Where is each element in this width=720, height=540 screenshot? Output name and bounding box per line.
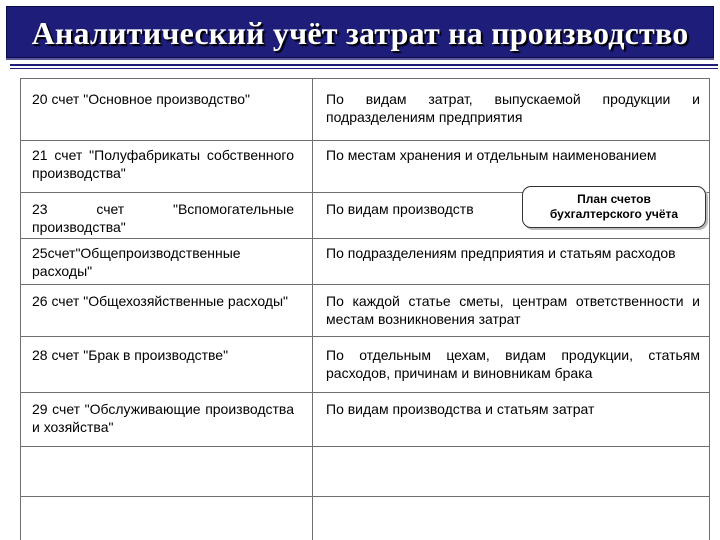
table-border-left — [20, 78, 21, 540]
page-title: Аналитический учёт затрат на производство — [31, 15, 689, 51]
row-divider — [20, 496, 710, 497]
account-name-cell: 23 счет "Вспомогательные производства" — [32, 201, 294, 235]
accounting-basis-cell: По видам производства и статьям затрат — [326, 401, 595, 417]
callout-line-2: бухгалтерского учёта — [549, 207, 679, 221]
account-name-cell: 21 счет "Полуфабрикаты собственного производства" — [32, 147, 294, 181]
row-divider — [20, 392, 710, 393]
chart-of-accounts-callout — [522, 186, 706, 228]
account-name-cell: 28 счет "Брак в производстве" — [32, 347, 229, 363]
title-banner — [6, 6, 714, 58]
title-underline — [10, 64, 718, 66]
accounting-basis-cell: По подразделениям предприятия и статьям расходов — [326, 245, 676, 261]
table-border-right — [709, 78, 710, 540]
title-underline-thin — [10, 68, 718, 69]
row-divider — [20, 336, 710, 337]
row-divider — [20, 446, 710, 447]
row-divider — [20, 238, 710, 239]
accounting-basis-cell: По видам производств — [326, 201, 474, 217]
account-name-cell: 25счет"Общепроизводственные расходы" — [32, 245, 241, 279]
row-divider — [20, 140, 710, 141]
accounting-basis-cell: По видам затрат, выпускаемой продукции и подразделениям предприятия — [326, 91, 700, 125]
accounting-basis-cell: По отдельным цехам, видам продукции, статьям расходов, причинам и виновникам брака — [326, 347, 700, 381]
accounting-basis-cell: По каждой статье сметы, центрам ответственности и местам возникновения затрат — [326, 293, 700, 327]
row-divider — [20, 78, 710, 79]
callout-line-1: План счетов — [577, 192, 651, 206]
account-name-cell: 29 счет "Обслуживающие производства и хозяйства" — [32, 401, 294, 435]
account-name-cell: 20 счет "Основное производство" — [32, 91, 250, 107]
account-name-cell: 26 счет "Общехозяйственные расходы" — [32, 293, 289, 309]
accounting-basis-cell: По местам хранения и отдельным наименованием — [326, 147, 657, 163]
row-divider — [20, 284, 710, 285]
column-divider — [312, 78, 313, 540]
